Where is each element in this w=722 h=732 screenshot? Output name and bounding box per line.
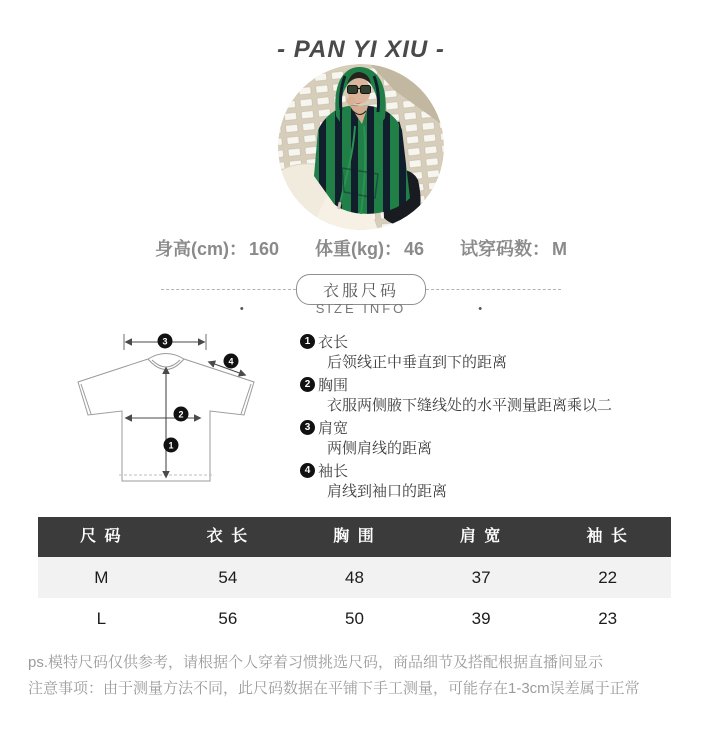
guide-term-2: 胸围 <box>318 377 349 394</box>
guide-desc-2: 衣服两侧腋下缝线处的水平测量距离乘以二 <box>327 397 613 414</box>
cell-m-chest: 48 <box>345 568 364 587</box>
col-header-length: 衣 长 <box>206 528 250 545</box>
section-pill: 衣服尺码 <box>296 274 426 305</box>
cell-m-length: 54 <box>218 568 238 587</box>
svg-text:1: 1 <box>168 440 174 451</box>
footer-notes <box>28 650 708 702</box>
guide-desc-3: 两侧肩线的距离 <box>327 440 433 457</box>
note-caution: 注意事项：由于测量方法不同，此尺码数据在平铺下手工测量，可能存在1-3cm误差属于正常 <box>28 680 640 697</box>
guide-item-sleeve <box>300 460 715 502</box>
subtitle-right-dot: • <box>478 302 483 315</box>
cell-l-sleeve: 23 <box>598 609 618 628</box>
tshirt-measurement-diagram <box>55 318 295 500</box>
cell-m-shoulder: 37 <box>471 568 491 587</box>
svg-text:3: 3 <box>162 336 168 347</box>
hand <box>347 97 356 106</box>
cell-l-shoulder: 39 <box>471 609 491 628</box>
col-header-chest: 胸 围 <box>333 528 376 545</box>
note-ps: ps.模特尺码仅供参考，请根据个人穿着习惯挑选尺码，商品细节及搭配根据直播间显示 <box>28 654 604 671</box>
col-header-size: 尺 码 <box>80 528 123 545</box>
tshirt-diagram-svg <box>55 318 295 500</box>
right-dashed-line <box>426 289 561 290</box>
section-subtitle: SIZE INFO <box>315 301 407 316</box>
guide-term-1: 衣长 <box>318 334 349 351</box>
table-row-l <box>38 598 671 639</box>
table-row-m <box>38 557 671 598</box>
stat-height: 身高(cm)： 160 <box>154 239 280 259</box>
guide-item-length <box>300 331 715 373</box>
size-table-header <box>38 517 671 557</box>
col-header-shoulder: 肩 宽 <box>459 528 503 545</box>
guide-badge-1: 1 <box>300 334 315 349</box>
col-header-sleeve: 袖 长 <box>586 528 629 545</box>
guide-badge-2: 2 <box>300 377 315 392</box>
svg-text:4: 4 <box>228 356 234 367</box>
cell-size-l: L <box>96 609 107 628</box>
section-subtitle-row <box>0 301 722 316</box>
left-dashed-line <box>161 289 296 290</box>
cell-l-length: 56 <box>218 609 238 628</box>
guide-term-3: 肩宽 <box>318 420 349 437</box>
stat-fitting-size: 试穿码数： M <box>460 239 568 259</box>
size-table <box>38 517 671 639</box>
guide-item-chest <box>300 374 715 416</box>
model-stats <box>0 235 722 261</box>
guide-badge-3: 3 <box>300 420 315 435</box>
photo-ceiling-vent <box>409 70 426 81</box>
measurement-guide <box>300 331 715 503</box>
guide-item-shoulder <box>300 417 715 459</box>
guide-badge-4: 4 <box>300 463 315 478</box>
model-photo-illustration <box>278 64 444 230</box>
cell-l-chest: 50 <box>345 609 364 628</box>
guide-desc-4: 肩线到袖口的距离 <box>327 483 448 500</box>
cell-size-m: M <box>94 568 109 587</box>
subtitle-left-dot: • <box>239 302 244 315</box>
cell-m-sleeve: 22 <box>598 568 618 587</box>
guide-desc-1: 后领线正中垂直到下的距离 <box>327 354 508 371</box>
model-photo <box>278 64 444 230</box>
svg-text:2: 2 <box>178 409 184 420</box>
guide-term-4: 袖长 <box>318 463 349 480</box>
stat-weight: 体重(kg)： 46 <box>315 239 425 259</box>
page-title: - PAN YI XIU - <box>277 36 445 63</box>
